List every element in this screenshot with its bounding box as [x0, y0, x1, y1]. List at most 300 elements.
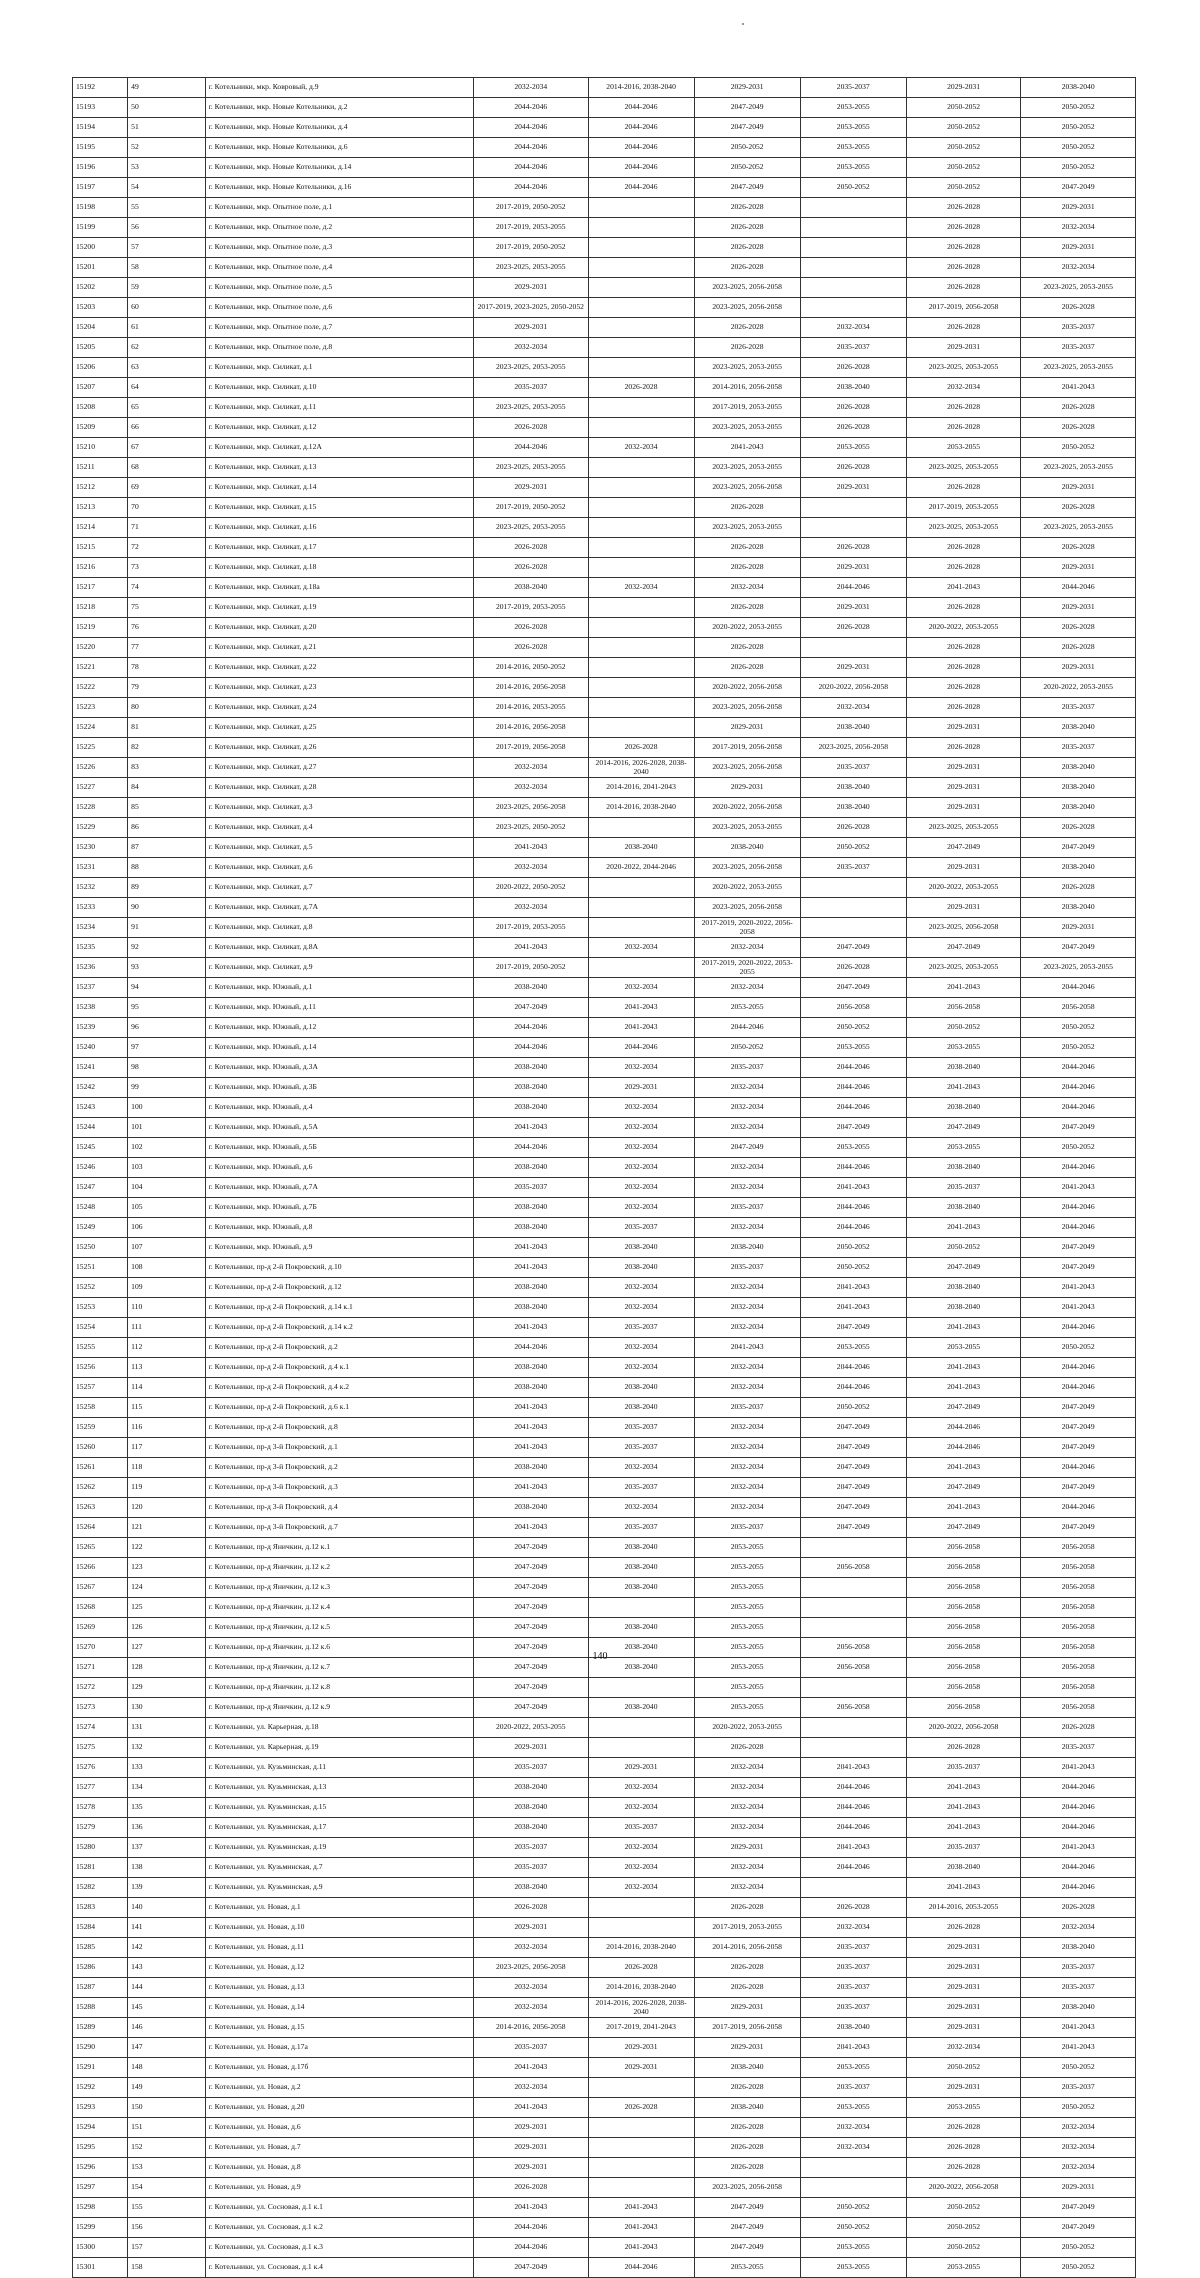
item-number-cell: 150 [128, 2098, 205, 2118]
period-3-cell: 2023-2025, 2056-2058 [694, 2178, 800, 2198]
row-id-cell: 15259 [73, 1418, 128, 1438]
period-6-cell: 2044-2046 [1021, 1218, 1136, 1238]
row-id-cell: 15202 [73, 278, 128, 298]
row-id-cell: 15275 [73, 1738, 128, 1758]
item-number-cell: 70 [128, 498, 205, 518]
period-2-cell [588, 718, 694, 738]
period-5-cell: 2053-2055 [906, 1038, 1021, 1058]
item-number-cell: 145 [128, 1998, 205, 2018]
period-5-cell: 2023-2025, 2053-2055 [906, 818, 1021, 838]
period-3-cell: 2035-2037 [694, 1198, 800, 1218]
item-number-cell: 66 [128, 418, 205, 438]
address-cell: г. Котельники, мкр. Ковровый, д.9 [205, 78, 473, 98]
table-row [73, 198, 1136, 218]
item-number-cell: 92 [128, 938, 205, 958]
row-id-cell: 15277 [73, 1778, 128, 1798]
period-2-cell: 2032-2034 [588, 978, 694, 998]
row-id-cell: 15248 [73, 1198, 128, 1218]
period-4-cell: 2044-2046 [800, 1378, 906, 1398]
row-id-cell: 15279 [73, 1818, 128, 1838]
item-number-cell: 91 [128, 918, 205, 938]
period-6-cell: 2050-2052 [1021, 1138, 1136, 1158]
period-3-cell: 2023-2025, 2053-2055 [694, 818, 800, 838]
table-row [73, 1998, 1136, 2018]
period-4-cell: 2044-2046 [800, 1098, 906, 1118]
period-6-cell: 2056-2058 [1021, 1538, 1136, 1558]
period-5-cell: 2026-2028 [906, 478, 1021, 498]
period-5-cell: 2044-2046 [906, 1438, 1021, 1458]
period-1-cell: 2014-2016, 2056-2058 [473, 678, 588, 698]
period-2-cell: 2032-2034 [588, 1278, 694, 1298]
table-row [73, 678, 1136, 698]
item-number-cell: 101 [128, 1118, 205, 1138]
row-id-cell: 15235 [73, 938, 128, 958]
address-cell: г. Котельники, пр-д Яничкин, д.12 к.9 [205, 1698, 473, 1718]
table-row [73, 318, 1136, 338]
period-3-cell: 2032-2034 [694, 1478, 800, 1498]
period-2-cell [588, 1898, 694, 1918]
table-row [73, 1218, 1136, 1238]
period-3-cell: 2053-2055 [694, 998, 800, 1018]
address-cell: г. Котельники, мкр. Новые Котельники, д.16 [205, 178, 473, 198]
period-6-cell: 2023-2025, 2053-2055 [1021, 458, 1136, 478]
period-4-cell: 2041-2043 [800, 1298, 906, 1318]
period-5-cell: 2029-2031 [906, 1938, 1021, 1958]
table-row [73, 1338, 1136, 1358]
period-3-cell: 2035-2037 [694, 1398, 800, 1418]
period-5-cell: 2050-2052 [906, 2218, 1021, 2238]
row-id-cell: 15193 [73, 98, 128, 118]
item-number-cell: 96 [128, 1018, 205, 1038]
row-id-cell: 15291 [73, 2058, 128, 2078]
period-1-cell: 2041-2043 [473, 1318, 588, 1338]
item-number-cell: 151 [128, 2118, 205, 2138]
period-4-cell: 2044-2046 [800, 578, 906, 598]
period-2-cell: 2035-2037 [588, 1518, 694, 1538]
period-6-cell: 2026-2028 [1021, 498, 1136, 518]
table-row [73, 1738, 1136, 1758]
table-row [73, 1818, 1136, 1838]
period-6-cell: 2047-2049 [1021, 178, 1136, 198]
row-id-cell: 15298 [73, 2198, 128, 2218]
item-number-cell: 81 [128, 718, 205, 738]
period-2-cell [588, 398, 694, 418]
item-number-cell: 128 [128, 1658, 205, 1678]
table-row [73, 418, 1136, 438]
address-cell: г. Котельники, мкр. Силикат, д.8 [205, 918, 473, 938]
period-3-cell: 2053-2055 [694, 1638, 800, 1658]
row-id-cell: 15200 [73, 238, 128, 258]
period-3-cell: 2047-2049 [694, 2198, 800, 2218]
period-2-cell: 2044-2046 [588, 98, 694, 118]
address-cell: г. Котельники, ул. Кузьминская, д.13 [205, 1778, 473, 1798]
period-2-cell [588, 678, 694, 698]
period-3-cell: 2032-2034 [694, 1798, 800, 1818]
address-cell: г. Котельники, пр-д Яничкин, д.12 к.7 [205, 1658, 473, 1678]
address-cell: г. Котельники, ул. Новая, д.2 [205, 2078, 473, 2098]
period-1-cell: 2041-2043 [473, 1478, 588, 1498]
period-1-cell: 2038-2040 [473, 1778, 588, 1798]
period-4-cell: 2053-2055 [800, 1338, 906, 1358]
period-5-cell: 2026-2028 [906, 538, 1021, 558]
period-4-cell: 2047-2049 [800, 938, 906, 958]
table-row [73, 1918, 1136, 1938]
item-number-cell: 54 [128, 178, 205, 198]
address-cell: г. Котельники, мкр. Силикат, д.3 [205, 798, 473, 818]
table-row [73, 1618, 1136, 1638]
period-6-cell: 2038-2040 [1021, 718, 1136, 738]
period-2-cell: 2020-2022, 2044-2046 [588, 858, 694, 878]
period-6-cell: 2056-2058 [1021, 1678, 1136, 1698]
item-number-cell: 121 [128, 1518, 205, 1538]
table-row [73, 1378, 1136, 1398]
period-3-cell: 2032-2034 [694, 1438, 800, 1458]
address-cell: г. Котельники, пр-д 2-й Покровский, д.4 к.2 [205, 1378, 473, 1398]
period-3-cell: 2017-2019, 2020-2022, 2053-2055 [694, 958, 800, 978]
period-3-cell: 2032-2034 [694, 1778, 800, 1798]
period-3-cell: 2026-2028 [694, 238, 800, 258]
period-1-cell: 2038-2040 [473, 1818, 588, 1838]
period-3-cell: 2035-2037 [694, 1518, 800, 1538]
period-5-cell: 2053-2055 [906, 1138, 1021, 1158]
table-row [73, 1398, 1136, 1418]
period-6-cell: 2041-2043 [1021, 2018, 1136, 2038]
row-id-cell: 15300 [73, 2238, 128, 2258]
period-5-cell: 2026-2028 [906, 738, 1021, 758]
period-6-cell: 2050-2052 [1021, 1038, 1136, 1058]
address-cell: г. Котельники, ул. Сосновая, д.1 к.2 [205, 2218, 473, 2238]
period-5-cell: 2026-2028 [906, 678, 1021, 698]
row-id-cell: 15217 [73, 578, 128, 598]
period-6-cell: 2041-2043 [1021, 1758, 1136, 1778]
period-4-cell: 2029-2031 [800, 658, 906, 678]
period-1-cell: 2017-2019, 2056-2058 [473, 738, 588, 758]
period-6-cell: 2023-2025, 2053-2055 [1021, 518, 1136, 538]
address-cell: г. Котельники, пр-д Яничкин, д.12 к.4 [205, 1598, 473, 1618]
period-5-cell: 2053-2055 [906, 2258, 1021, 2278]
period-3-cell: 2032-2034 [694, 1758, 800, 1778]
period-4-cell: 2050-2052 [800, 1018, 906, 1038]
period-1-cell: 2032-2034 [473, 1938, 588, 1958]
row-id-cell: 15258 [73, 1398, 128, 1418]
period-1-cell: 2032-2034 [473, 758, 588, 778]
address-cell: г. Котельники, мкр. Силикат, д.9 [205, 958, 473, 978]
period-5-cell: 2026-2028 [906, 2158, 1021, 2178]
period-4-cell [800, 298, 906, 318]
table-row [73, 98, 1136, 118]
period-6-cell: 2044-2046 [1021, 1098, 1136, 1118]
period-3-cell: 2026-2028 [694, 258, 800, 278]
row-id-cell: 15210 [73, 438, 128, 458]
period-3-cell: 2053-2055 [694, 1618, 800, 1638]
period-5-cell: 2056-2058 [906, 1678, 1021, 1698]
period-1-cell: 2038-2040 [473, 1498, 588, 1518]
period-2-cell: 2029-2031 [588, 2058, 694, 2078]
period-1-cell: 2029-2031 [473, 318, 588, 338]
period-2-cell [588, 538, 694, 558]
period-5-cell: 2041-2043 [906, 1218, 1021, 1238]
period-6-cell: 2047-2049 [1021, 1118, 1136, 1138]
period-6-cell: 2038-2040 [1021, 758, 1136, 778]
item-number-cell: 131 [128, 1718, 205, 1738]
item-number-cell: 125 [128, 1598, 205, 1618]
period-4-cell: 2038-2040 [800, 778, 906, 798]
period-2-cell: 2032-2034 [588, 1358, 694, 1378]
address-cell: г. Котельники, мкр. Силикат, д.15 [205, 498, 473, 518]
period-6-cell: 2050-2052 [1021, 2258, 1136, 2278]
period-4-cell [800, 1578, 906, 1598]
period-1-cell: 2047-2049 [473, 1538, 588, 1558]
address-cell: г. Котельники, мкр. Опытное поле, д.8 [205, 338, 473, 358]
period-5-cell: 2041-2043 [906, 1378, 1021, 1398]
period-5-cell: 2050-2052 [906, 2198, 1021, 2218]
period-5-cell: 2026-2028 [906, 238, 1021, 258]
row-id-cell: 15284 [73, 1918, 128, 1938]
period-4-cell: 2044-2046 [800, 1798, 906, 1818]
period-3-cell: 2026-2028 [694, 658, 800, 678]
period-1-cell: 2047-2049 [473, 1638, 588, 1658]
period-2-cell: 2041-2043 [588, 2238, 694, 2258]
period-3-cell: 2023-2025, 2053-2055 [694, 518, 800, 538]
period-6-cell: 2047-2049 [1021, 2198, 1136, 2218]
table-row [73, 898, 1136, 918]
period-5-cell: 2026-2028 [906, 318, 1021, 338]
period-1-cell: 2044-2046 [473, 2238, 588, 2258]
period-3-cell: 2032-2034 [694, 1818, 800, 1838]
period-3-cell: 2047-2049 [694, 2218, 800, 2238]
period-4-cell: 2038-2040 [800, 798, 906, 818]
period-6-cell: 2041-2043 [1021, 378, 1136, 398]
period-1-cell: 2044-2046 [473, 98, 588, 118]
period-1-cell: 2044-2046 [473, 178, 588, 198]
period-2-cell: 2044-2046 [588, 158, 694, 178]
period-2-cell [588, 2158, 694, 2178]
item-number-cell: 133 [128, 1758, 205, 1778]
period-4-cell: 2044-2046 [800, 1858, 906, 1878]
item-number-cell: 80 [128, 698, 205, 718]
period-1-cell: 2023-2025, 2053-2055 [473, 358, 588, 378]
address-cell: г. Котельники, пр-д 2-й Покровский, д.12 [205, 1278, 473, 1298]
table-row [73, 378, 1136, 398]
period-5-cell: 2026-2028 [906, 1918, 1021, 1938]
period-2-cell [588, 258, 694, 278]
period-2-cell: 2032-2034 [588, 1778, 694, 1798]
period-3-cell: 2035-2037 [694, 1058, 800, 1078]
period-5-cell: 2029-2031 [906, 2018, 1021, 2038]
period-2-cell: 2038-2040 [588, 1398, 694, 1418]
period-4-cell: 2029-2031 [800, 598, 906, 618]
period-2-cell: 2032-2034 [588, 938, 694, 958]
period-5-cell: 2020-2022, 2056-2058 [906, 1718, 1021, 1738]
item-number-cell: 55 [128, 198, 205, 218]
period-5-cell: 2041-2043 [906, 1798, 1021, 1818]
period-4-cell: 2053-2055 [800, 2098, 906, 2118]
period-2-cell [588, 318, 694, 338]
period-3-cell: 2026-2028 [694, 498, 800, 518]
address-cell: г. Котельники, пр-д 2-й Покровский, д.14 к.2 [205, 1318, 473, 1338]
row-id-cell: 15245 [73, 1138, 128, 1158]
period-2-cell [588, 298, 694, 318]
period-4-cell: 2050-2052 [800, 1238, 906, 1258]
period-1-cell: 2026-2028 [473, 538, 588, 558]
period-3-cell: 2032-2034 [694, 1078, 800, 1098]
row-id-cell: 15240 [73, 1038, 128, 1058]
table-row [73, 1178, 1136, 1198]
period-3-cell: 2026-2028 [694, 2118, 800, 2138]
period-2-cell [588, 1718, 694, 1738]
period-3-cell: 2017-2019, 2053-2055 [694, 398, 800, 418]
period-1-cell: 2032-2034 [473, 898, 588, 918]
row-id-cell: 15272 [73, 1678, 128, 1698]
period-5-cell: 2029-2031 [906, 338, 1021, 358]
item-number-cell: 142 [128, 1938, 205, 1958]
period-4-cell: 2026-2028 [800, 458, 906, 478]
period-2-cell: 2032-2034 [588, 1878, 694, 1898]
table-row [73, 518, 1136, 538]
repair-schedule-table [72, 77, 1136, 2278]
period-1-cell: 2041-2043 [473, 1518, 588, 1538]
address-cell: г. Котельники, мкр. Опытное поле, д.2 [205, 218, 473, 238]
table-row [73, 1298, 1136, 1318]
period-3-cell: 2026-2028 [694, 1898, 800, 1918]
period-5-cell: 2041-2043 [906, 1778, 1021, 1798]
table-row [73, 778, 1136, 798]
period-3-cell: 2017-2019, 2056-2058 [694, 2018, 800, 2038]
period-3-cell: 2026-2028 [694, 218, 800, 238]
row-id-cell: 15208 [73, 398, 128, 418]
period-1-cell: 2026-2028 [473, 418, 588, 438]
address-cell: г. Котельники, мкр. Силикат, д.18 [205, 558, 473, 578]
table-row [73, 358, 1136, 378]
row-id-cell: 15198 [73, 198, 128, 218]
period-1-cell: 2041-2043 [473, 938, 588, 958]
address-cell: г. Котельники, мкр. Силикат, д.27 [205, 758, 473, 778]
table-row [73, 1958, 1136, 1978]
period-4-cell: 2047-2049 [800, 1458, 906, 1478]
period-1-cell: 2032-2034 [473, 338, 588, 358]
period-2-cell: 2038-2040 [588, 1658, 694, 1678]
period-3-cell: 2017-2019, 2056-2058 [694, 738, 800, 758]
period-1-cell: 2038-2040 [473, 1158, 588, 1178]
period-3-cell: 2032-2034 [694, 938, 800, 958]
period-4-cell: 2026-2028 [800, 818, 906, 838]
table-row [73, 278, 1136, 298]
address-cell: г. Котельники, пр-д 2-й Покровский, д.8 [205, 1418, 473, 1438]
period-3-cell: 2041-2043 [694, 438, 800, 458]
period-6-cell: 2029-2031 [1021, 198, 1136, 218]
address-cell: г. Котельники, мкр. Силикат, д.11 [205, 398, 473, 418]
period-2-cell [588, 518, 694, 538]
row-id-cell: 15265 [73, 1538, 128, 1558]
period-5-cell: 2029-2031 [906, 1998, 1021, 2018]
period-5-cell: 2014-2016, 2053-2055 [906, 1898, 1021, 1918]
period-5-cell: 2041-2043 [906, 1458, 1021, 1478]
period-2-cell: 2038-2040 [588, 1258, 694, 1278]
period-4-cell: 2056-2058 [800, 1638, 906, 1658]
period-3-cell: 2023-2025, 2056-2058 [694, 298, 800, 318]
period-3-cell: 2017-2019, 2053-2055 [694, 1918, 800, 1938]
item-number-cell: 127 [128, 1638, 205, 1658]
period-5-cell: 2038-2040 [906, 1278, 1021, 1298]
period-3-cell: 2014-2016, 2056-2058 [694, 378, 800, 398]
period-1-cell: 2047-2049 [473, 2258, 588, 2278]
period-3-cell: 2023-2025, 2056-2058 [694, 698, 800, 718]
table-row [73, 998, 1136, 1018]
period-5-cell: 2023-2025, 2053-2055 [906, 958, 1021, 978]
period-5-cell: 2044-2046 [906, 1418, 1021, 1438]
row-id-cell: 15236 [73, 958, 128, 978]
address-cell: г. Котельники, пр-д 3-й Покровский, д.2 [205, 1458, 473, 1478]
table-row [73, 1018, 1136, 1038]
row-id-cell: 15219 [73, 618, 128, 638]
table-row [73, 2058, 1136, 2078]
period-4-cell: 2035-2037 [800, 2078, 906, 2098]
item-number-cell: 108 [128, 1258, 205, 1278]
row-id-cell: 15286 [73, 1958, 128, 1978]
address-cell: г. Котельники, ул. Новая, д.6 [205, 2118, 473, 2138]
period-5-cell: 2029-2031 [906, 1978, 1021, 1998]
period-5-cell: 2047-2049 [906, 1518, 1021, 1538]
period-1-cell: 2023-2025, 2050-2052 [473, 818, 588, 838]
row-id-cell: 15229 [73, 818, 128, 838]
period-5-cell: 2047-2049 [906, 1258, 1021, 1278]
address-cell: г. Котельники, мкр. Силикат, д.12 [205, 418, 473, 438]
period-3-cell: 2047-2049 [694, 1138, 800, 1158]
period-2-cell: 2041-2043 [588, 2218, 694, 2238]
address-cell: г. Котельники, мкр. Силикат, д.22 [205, 658, 473, 678]
address-cell: г. Котельники, мкр. Опытное поле, д.4 [205, 258, 473, 278]
period-3-cell: 2053-2055 [694, 1538, 800, 1558]
address-cell: г. Котельники, мкр. Южный, д.5А [205, 1118, 473, 1138]
period-4-cell: 2026-2028 [800, 538, 906, 558]
period-6-cell: 2047-2049 [1021, 1258, 1136, 1278]
period-3-cell: 2050-2052 [694, 158, 800, 178]
period-2-cell [588, 498, 694, 518]
address-cell: г. Котельники, мкр. Силикат, д.20 [205, 618, 473, 638]
item-number-cell: 74 [128, 578, 205, 598]
period-5-cell: 2038-2040 [906, 1098, 1021, 1118]
row-id-cell: 15264 [73, 1518, 128, 1538]
period-1-cell: 2044-2046 [473, 138, 588, 158]
address-cell: г. Котельники, мкр. Силикат, д.23 [205, 678, 473, 698]
row-id-cell: 15213 [73, 498, 128, 518]
period-2-cell: 2041-2043 [588, 2198, 694, 2218]
period-3-cell: 2026-2028 [694, 198, 800, 218]
row-id-cell: 15262 [73, 1478, 128, 1498]
row-id-cell: 15249 [73, 1218, 128, 1238]
table-row [73, 2038, 1136, 2058]
row-id-cell: 15234 [73, 918, 128, 938]
period-6-cell: 2038-2040 [1021, 858, 1136, 878]
row-id-cell: 15297 [73, 2178, 128, 2198]
period-3-cell: 2047-2049 [694, 178, 800, 198]
address-cell: г. Котельники, мкр. Новые Котельники, д.2 [205, 98, 473, 118]
row-id-cell: 15238 [73, 998, 128, 1018]
table-row [73, 1938, 1136, 1958]
period-1-cell: 2038-2040 [473, 1298, 588, 1318]
address-cell: г. Котельники, пр-д Яничкин, д.12 к.6 [205, 1638, 473, 1658]
period-6-cell: 2050-2052 [1021, 2098, 1136, 2118]
period-2-cell: 2041-2043 [588, 1018, 694, 1038]
period-6-cell: 2044-2046 [1021, 1378, 1136, 1398]
page-number: 140 [592, 1651, 608, 1662]
period-6-cell: 2035-2037 [1021, 338, 1136, 358]
address-cell: г. Котельники, ул. Новая, д.8 [205, 2158, 473, 2178]
table-row [73, 1498, 1136, 1518]
period-2-cell: 2026-2028 [588, 378, 694, 398]
period-4-cell: 2026-2028 [800, 358, 906, 378]
period-2-cell: 2038-2040 [588, 838, 694, 858]
